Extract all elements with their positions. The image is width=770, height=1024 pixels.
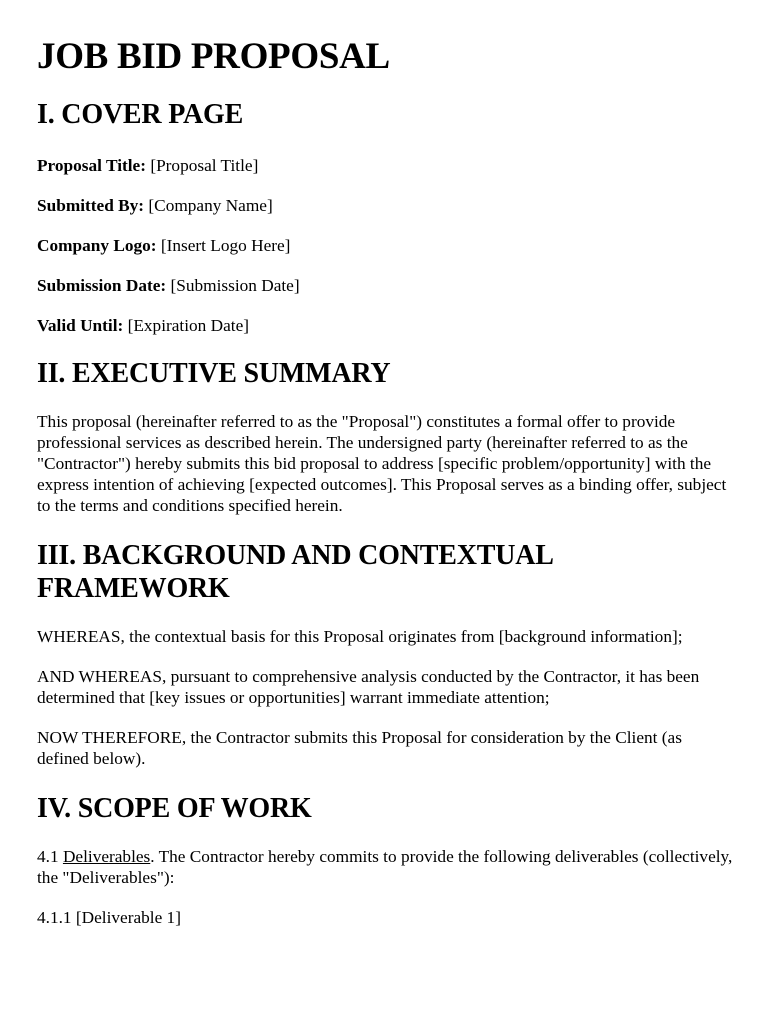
field-submitted-by <box>37 195 737 216</box>
scope-sub-item-deliverable-1: 4.1.1 [Deliverable 1] <box>37 908 181 927</box>
clause-number: 4.1 <box>37 847 59 866</box>
section-heading-executive-summary: II. EXECUTIVE SUMMARY <box>37 358 391 389</box>
field-label: Proposal Title: <box>37 156 146 175</box>
clause-text: . The Contractor hereby commits to provide the following deliverables (collectively, the "Deliverables"): <box>37 847 733 887</box>
section-heading-scope-of-work: IV. SCOPE OF WORK <box>37 793 312 824</box>
field-label: Submitted By: <box>37 196 145 215</box>
background-paragraph-whereas: WHEREAS, the contextual basis for this Proposal originates from [background information]; <box>37 627 683 646</box>
field-label: Company Logo: <box>37 236 157 255</box>
field-proposal-title <box>37 155 737 176</box>
field-value: [Insert Logo Here] <box>160 236 291 255</box>
section-heading-cover-page: I. COVER PAGE <box>37 99 244 130</box>
background-paragraph-now-therefore: NOW THEREFORE, the Contractor submits this Proposal for consideration by the Client (as defined below). <box>37 728 682 768</box>
field-label: Submission Date: <box>37 276 167 295</box>
background-paragraph-and-whereas: AND WHEREAS, pursuant to comprehensive analysis conducted by the Contractor, it has been determined that [key issues or opportunities] warrant immediate attention; <box>37 667 700 707</box>
field-valid-until <box>37 315 737 336</box>
field-value: [Proposal Title] <box>150 156 259 175</box>
document-title: JOB BID PROPOSAL <box>37 36 390 77</box>
clause-term-deliverables: Deliverables <box>62 847 151 866</box>
section-heading-background: III. BACKGROUND AND CONTEXTUAL FRAMEWORK <box>37 540 553 604</box>
field-submission-date <box>37 275 737 296</box>
executive-summary-paragraph: This proposal (hereinafter referred to as the "Proposal") constitutes a formal offer to provide professional services as described herein. The undersigned party (hereinafter referred to as the "Contractor") hereby submits this bid proposal to address [specific problem/opportunity] with the express intention of achieving [expected outcomes]. This Proposal serves as a binding offer, subject to the terms and conditions specified herein. <box>37 412 727 515</box>
document-page <box>37 0 737 928</box>
field-value: [Submission Date] <box>170 276 300 295</box>
scope-clause-deliverables <box>37 846 737 888</box>
field-value: [Expiration Date] <box>127 316 250 335</box>
field-value: [Company Name] <box>148 196 273 215</box>
field-label: Valid Until: <box>37 316 124 335</box>
field-company-logo <box>37 235 737 256</box>
